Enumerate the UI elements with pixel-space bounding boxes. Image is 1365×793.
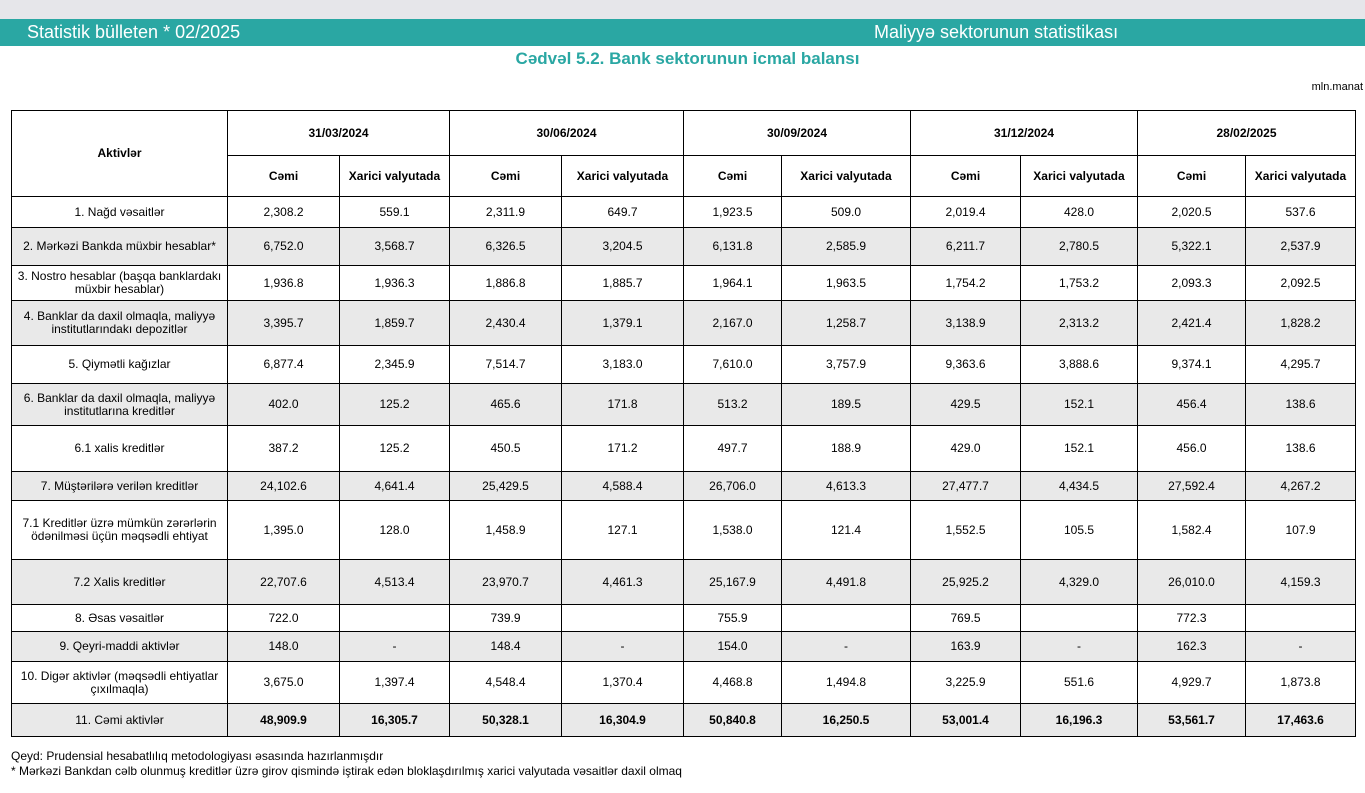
- value-cell: 121.4: [782, 501, 911, 560]
- value-cell: 128.0: [340, 501, 450, 560]
- value-cell: 1,936.3: [340, 266, 450, 301]
- sub-header-foreign: Xarici valyutada: [562, 156, 684, 197]
- value-cell: 16,250.5: [782, 704, 911, 737]
- value-cell: 138.6: [1246, 426, 1356, 472]
- value-cell: 772.3: [1138, 605, 1246, 632]
- value-cell: 53,001.4: [911, 704, 1021, 737]
- sub-header-foreign: Xarici valyutada: [782, 156, 911, 197]
- header-banner: [0, 19, 1365, 46]
- value-cell: 559.1: [340, 197, 450, 228]
- value-cell: 3,568.7: [340, 228, 450, 266]
- value-cell: -: [562, 632, 684, 662]
- value-cell: 3,395.7: [228, 301, 340, 346]
- date-header: 30/06/2024: [450, 111, 684, 156]
- value-cell: 6,752.0: [228, 228, 340, 266]
- row-label: 3. Nostro hesablar (başqa banklardakı müxbir hesablar): [12, 266, 228, 301]
- value-cell: 4,267.2: [1246, 472, 1356, 501]
- value-cell: 1,886.8: [450, 266, 562, 301]
- value-cell: 3,675.0: [228, 662, 340, 704]
- value-cell: 429.5: [911, 384, 1021, 426]
- row-label: 10. Digər aktivlər (məqsədli ehtiyatlar çıxılmaqla): [12, 662, 228, 704]
- value-cell: 26,706.0: [684, 472, 782, 501]
- value-cell: 4,513.4: [340, 560, 450, 605]
- value-cell: [782, 605, 911, 632]
- row-label: 4. Banklar da daxil olmaqla, maliyyə institutlarındakı depozitlər: [12, 301, 228, 346]
- value-cell: [340, 605, 450, 632]
- value-cell: 513.2: [684, 384, 782, 426]
- table-row: [12, 197, 1356, 228]
- value-cell: 24,102.6: [228, 472, 340, 501]
- sub-header-total: Cəmi: [684, 156, 782, 197]
- value-cell: 3,888.6: [1021, 346, 1138, 384]
- value-cell: -: [1246, 632, 1356, 662]
- footnotes: [11, 749, 682, 779]
- value-cell: 5,322.1: [1138, 228, 1246, 266]
- value-cell: 1,379.1: [562, 301, 684, 346]
- value-cell: 23,970.7: [450, 560, 562, 605]
- value-cell: 50,328.1: [450, 704, 562, 737]
- row-label: 2. Mərkəzi Bankda müxbir hesablar*: [12, 228, 228, 266]
- value-cell: 152.1: [1021, 426, 1138, 472]
- value-cell: 755.9: [684, 605, 782, 632]
- value-cell: 105.5: [1021, 501, 1138, 560]
- footnote-asterisk: * Mərkəzi Bankdan cəlb olunmuş kreditlər üzrə girov qismində iştirak edən bloklaşdırılmış xarici valyutada vəsaitlər daxil olmaq: [11, 764, 682, 778]
- table-row: [12, 662, 1356, 704]
- value-cell: 148.0: [228, 632, 340, 662]
- value-cell: 163.9: [911, 632, 1021, 662]
- value-cell: 25,167.9: [684, 560, 782, 605]
- value-cell: 7,610.0: [684, 346, 782, 384]
- value-cell: 25,429.5: [450, 472, 562, 501]
- value-cell: 3,183.0: [562, 346, 684, 384]
- value-cell: 1,963.5: [782, 266, 911, 301]
- sub-header-total: Cəmi: [228, 156, 340, 197]
- value-cell: 7,514.7: [450, 346, 562, 384]
- sub-header-foreign: Xarici valyutada: [1246, 156, 1356, 197]
- row-label: 5. Qiymətli kağızlar: [12, 346, 228, 384]
- value-cell: 4,641.4: [340, 472, 450, 501]
- unit-label: mln.manat: [1311, 81, 1363, 93]
- table-row: [12, 560, 1356, 605]
- value-cell: 465.6: [450, 384, 562, 426]
- value-cell: 4,613.3: [782, 472, 911, 501]
- sub-header-foreign: Xarici valyutada: [340, 156, 450, 197]
- sub-header-total: Cəmi: [1138, 156, 1246, 197]
- value-cell: 25,925.2: [911, 560, 1021, 605]
- value-cell: 154.0: [684, 632, 782, 662]
- value-cell: 2,780.5: [1021, 228, 1138, 266]
- value-cell: 2,430.4: [450, 301, 562, 346]
- table-row: [12, 501, 1356, 560]
- value-cell: 3,204.5: [562, 228, 684, 266]
- value-cell: 3,225.9: [911, 662, 1021, 704]
- value-cell: 162.3: [1138, 632, 1246, 662]
- section-label: Maliyyə sektorunun statistikası: [874, 22, 1119, 42]
- value-cell: 17,463.6: [1246, 704, 1356, 737]
- date-header: 28/02/2025: [1138, 111, 1356, 156]
- table-row: [12, 704, 1356, 737]
- value-cell: 1,538.0: [684, 501, 782, 560]
- value-cell: 1,397.4: [340, 662, 450, 704]
- value-cell: 6,131.8: [684, 228, 782, 266]
- value-cell: 125.2: [340, 426, 450, 472]
- value-cell: 4,468.8: [684, 662, 782, 704]
- value-cell: 1,370.4: [562, 662, 684, 704]
- value-cell: 171.8: [562, 384, 684, 426]
- table-row: [12, 472, 1356, 501]
- value-cell: 1,964.1: [684, 266, 782, 301]
- table-row: [12, 301, 1356, 346]
- value-cell: 2,092.5: [1246, 266, 1356, 301]
- value-cell: 6,877.4: [228, 346, 340, 384]
- value-cell: 1,859.7: [340, 301, 450, 346]
- value-cell: 1,494.8: [782, 662, 911, 704]
- table-title: Cədvəl 5.2. Bank sektorunun icmal balansı: [515, 49, 860, 68]
- value-cell: 27,592.4: [1138, 472, 1246, 501]
- value-cell: 1,458.9: [450, 501, 562, 560]
- value-cell: 1,828.2: [1246, 301, 1356, 346]
- table-row: [12, 632, 1356, 662]
- value-cell: 2,345.9: [340, 346, 450, 384]
- value-cell: 2,585.9: [782, 228, 911, 266]
- value-cell: 188.9: [782, 426, 911, 472]
- value-cell: 148.4: [450, 632, 562, 662]
- bulletin-label: Statistik bülleten * 02/2025: [27, 22, 241, 42]
- row-label: 7.1 Kreditlər üzrə mümkün zərərlərin ödənilməsi üçün məqsədli ehtiyat: [12, 501, 228, 560]
- value-cell: [1246, 605, 1356, 632]
- table-row: [12, 384, 1356, 426]
- value-cell: 2,421.4: [1138, 301, 1246, 346]
- value-cell: 429.0: [911, 426, 1021, 472]
- value-cell: 649.7: [562, 197, 684, 228]
- value-cell: 16,305.7: [340, 704, 450, 737]
- table-row: [12, 266, 1356, 301]
- value-cell: 1,753.2: [1021, 266, 1138, 301]
- table-row: [12, 426, 1356, 472]
- value-cell: 2,167.0: [684, 301, 782, 346]
- value-cell: 1,395.0: [228, 501, 340, 560]
- row-label: 6. Banklar da daxil olmaqla, maliyyə institutlarına kreditlər: [12, 384, 228, 426]
- value-cell: 189.5: [782, 384, 911, 426]
- value-cell: -: [782, 632, 911, 662]
- value-cell: 138.6: [1246, 384, 1356, 426]
- value-cell: 125.2: [340, 384, 450, 426]
- value-cell: 27,477.7: [911, 472, 1021, 501]
- value-cell: 4,929.7: [1138, 662, 1246, 704]
- value-cell: 9,374.1: [1138, 346, 1246, 384]
- value-cell: 50,840.8: [684, 704, 782, 737]
- value-cell: 2,308.2: [228, 197, 340, 228]
- value-cell: 1,936.8: [228, 266, 340, 301]
- sub-header-total: Cəmi: [911, 156, 1021, 197]
- value-cell: 107.9: [1246, 501, 1356, 560]
- value-cell: -: [1021, 632, 1138, 662]
- date-header: 30/09/2024: [684, 111, 911, 156]
- value-cell: 2,313.2: [1021, 301, 1138, 346]
- value-cell: 4,434.5: [1021, 472, 1138, 501]
- value-cell: 2,019.4: [911, 197, 1021, 228]
- value-cell: 22,707.6: [228, 560, 340, 605]
- value-cell: 3,757.9: [782, 346, 911, 384]
- value-cell: 171.2: [562, 426, 684, 472]
- value-cell: 4,295.7: [1246, 346, 1356, 384]
- value-cell: 4,329.0: [1021, 560, 1138, 605]
- value-cell: 402.0: [228, 384, 340, 426]
- date-header-row: [12, 111, 1356, 156]
- value-cell: 3,138.9: [911, 301, 1021, 346]
- row-label: 6.1 xalis kreditlər: [12, 426, 228, 472]
- value-cell: 127.1: [562, 501, 684, 560]
- value-cell: 53,561.7: [1138, 704, 1246, 737]
- table-row: [12, 346, 1356, 384]
- value-cell: 428.0: [1021, 197, 1138, 228]
- value-cell: 739.9: [450, 605, 562, 632]
- sub-header-total: Cəmi: [450, 156, 562, 197]
- value-cell: 722.0: [228, 605, 340, 632]
- value-cell: 4,159.3: [1246, 560, 1356, 605]
- date-header: 31/03/2024: [228, 111, 450, 156]
- footnote-methodology: Qeyd: Prudensial hesabatlılıq metodologiyası əsasında hazırlanmışdır: [11, 749, 384, 763]
- value-cell: 16,196.3: [1021, 704, 1138, 737]
- value-cell: [562, 605, 684, 632]
- value-cell: 4,548.4: [450, 662, 562, 704]
- value-cell: -: [340, 632, 450, 662]
- value-cell: 1,923.5: [684, 197, 782, 228]
- value-cell: 4,491.8: [782, 560, 911, 605]
- value-cell: 9,363.6: [911, 346, 1021, 384]
- balance-table: [11, 110, 1356, 737]
- value-cell: 2,537.9: [1246, 228, 1356, 266]
- value-cell: [1021, 605, 1138, 632]
- value-cell: 2,020.5: [1138, 197, 1246, 228]
- value-cell: 456.4: [1138, 384, 1246, 426]
- value-cell: 769.5: [911, 605, 1021, 632]
- row-label: 8. Əsas vəsaitlər: [12, 605, 228, 632]
- value-cell: 48,909.9: [228, 704, 340, 737]
- table-row: [12, 228, 1356, 266]
- value-cell: 1,582.4: [1138, 501, 1246, 560]
- value-cell: 26,010.0: [1138, 560, 1246, 605]
- value-cell: 551.6: [1021, 662, 1138, 704]
- value-cell: 6,211.7: [911, 228, 1021, 266]
- value-cell: 456.0: [1138, 426, 1246, 472]
- row-label: 9. Qeyri-maddi aktivlər: [12, 632, 228, 662]
- value-cell: 450.5: [450, 426, 562, 472]
- value-cell: 537.6: [1246, 197, 1356, 228]
- value-cell: 1,552.5: [911, 501, 1021, 560]
- row-header-cell: Aktivlər: [12, 111, 228, 197]
- value-cell: 4,461.3: [562, 560, 684, 605]
- value-cell: 2,093.3: [1138, 266, 1246, 301]
- value-cell: 152.1: [1021, 384, 1138, 426]
- table-body: [12, 197, 1356, 737]
- value-cell: 509.0: [782, 197, 911, 228]
- date-header: 31/12/2024: [911, 111, 1138, 156]
- value-cell: 497.7: [684, 426, 782, 472]
- value-cell: 1,873.8: [1246, 662, 1356, 704]
- value-cell: 1,885.7: [562, 266, 684, 301]
- row-label: 7. Müştərilərə verilən kreditlər: [12, 472, 228, 501]
- row-label: 1. Nağd vəsaitlər: [12, 197, 228, 228]
- top-strip: [0, 0, 1365, 19]
- table-row: [12, 605, 1356, 632]
- value-cell: 1,258.7: [782, 301, 911, 346]
- value-cell: 2,311.9: [450, 197, 562, 228]
- value-cell: 4,588.4: [562, 472, 684, 501]
- row-label: 7.2 Xalis kreditlər: [12, 560, 228, 605]
- value-cell: 16,304.9: [562, 704, 684, 737]
- value-cell: 387.2: [228, 426, 340, 472]
- sub-header-foreign: Xarici valyutada: [1021, 156, 1138, 197]
- value-cell: 1,754.2: [911, 266, 1021, 301]
- row-label: 11. Cəmi aktivlər: [12, 704, 228, 737]
- value-cell: 6,326.5: [450, 228, 562, 266]
